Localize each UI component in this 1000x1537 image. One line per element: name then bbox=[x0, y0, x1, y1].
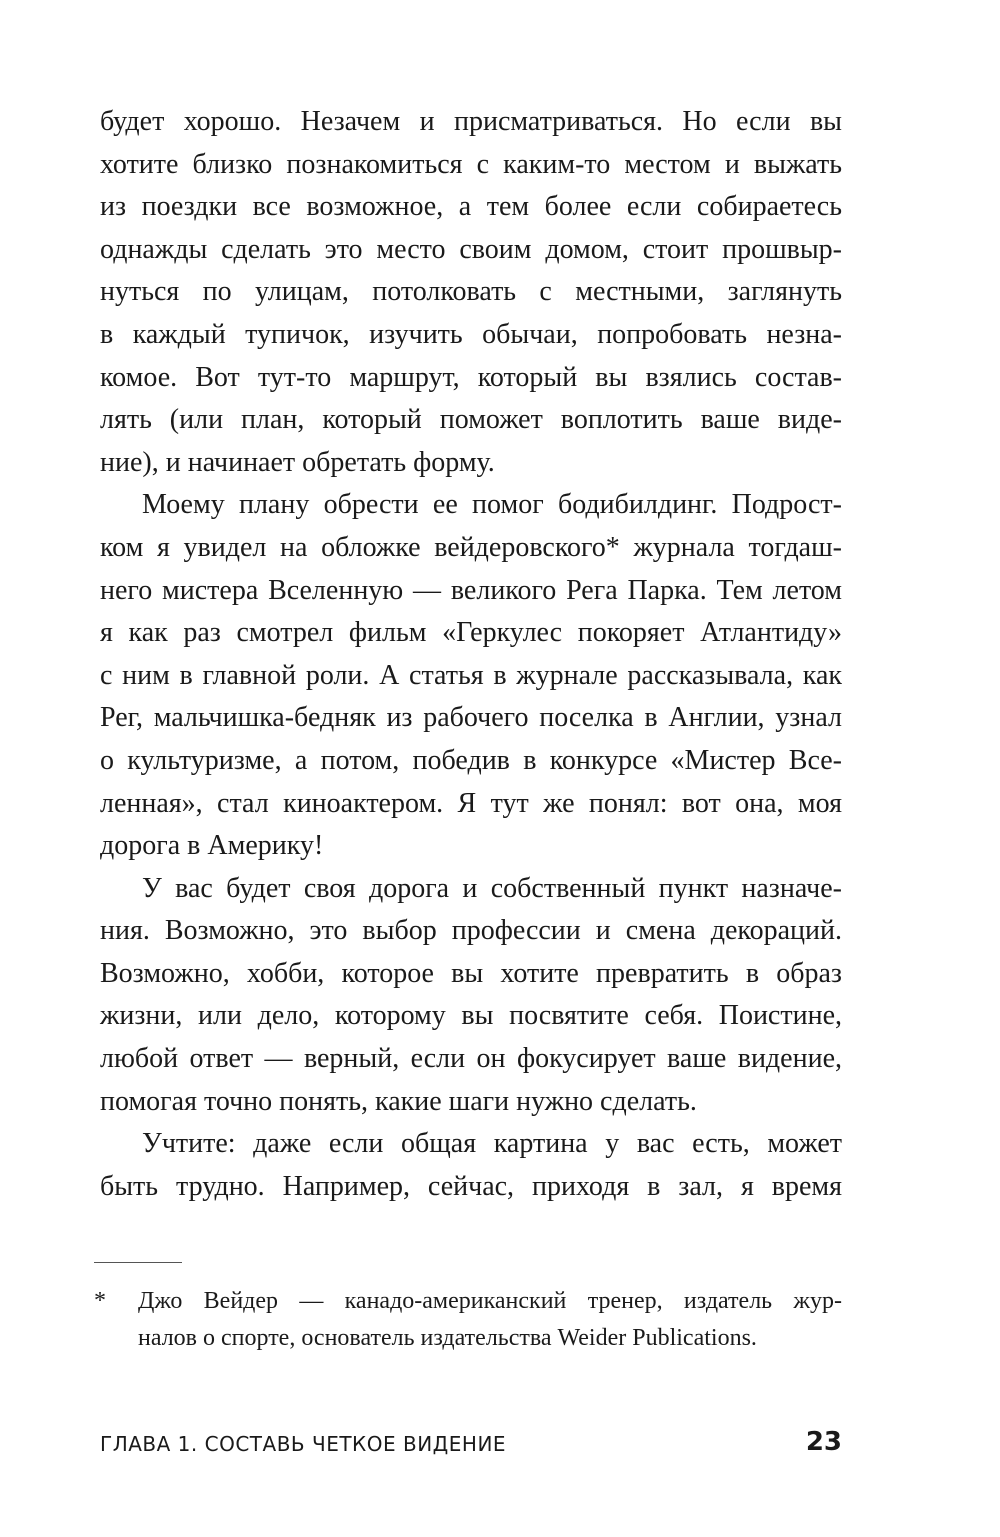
main-text bbox=[100, 101, 842, 1208]
text-line: однажды сделать это место своим домом, стоит прошвыр- bbox=[100, 233, 842, 265]
text-line: ния. Возможно, это выбор профессии и смена декораций. bbox=[100, 915, 842, 947]
text-line: ком я увидел на обложке вейдеровского* журнала тогдаш- bbox=[100, 531, 842, 563]
footnote-text bbox=[138, 1283, 842, 1357]
text-line: будет хорошо. Незачем и присматриваться. Но если вы bbox=[100, 106, 842, 137]
footnote-marker: * bbox=[94, 1288, 106, 1314]
text-line: любой ответ — верный, если он фокусирует ваше видение, bbox=[100, 1043, 842, 1075]
footnote-line: Джо Вейдер — канадо-американский тренер, издатель жур- bbox=[138, 1288, 842, 1314]
text-line: быть трудно. Например, сейчас, приходя в зал, я время bbox=[100, 1170, 842, 1202]
text-line: ленная», стал киноактером. Я тут же понял: вот она, моя bbox=[100, 787, 842, 819]
text-line: лять (или план, который поможет воплотить ваше виде- bbox=[100, 404, 842, 436]
text-line: У вас будет своя дорога и собственный пункт назначе- bbox=[142, 872, 842, 904]
text-line: о культуризме, а потом, победив в конкурсе «Мистер Все- bbox=[100, 744, 842, 776]
text-line: жизни, или дело, которому вы посвятите себя. Поистине, bbox=[100, 1000, 842, 1032]
text-line: комое. Вот тут-то маршрут, который вы взялись состав- bbox=[100, 361, 842, 393]
text-line: Моему плану обрести ее помог бодибилдинг. Подрост- bbox=[142, 489, 842, 521]
text-line: Учтите: даже если общая картина у вас есть, может bbox=[142, 1128, 842, 1160]
text-line: я как раз смотрел фильм «Геркулес покоряет Атлантиду» bbox=[100, 617, 842, 649]
text-line: помогая точно понять, какие шаги нужно сделать. bbox=[100, 1085, 697, 1117]
footnote-divider bbox=[94, 1262, 182, 1263]
text-line: в каждый тупичок, изучить обычаи, попробовать незна- bbox=[100, 318, 842, 350]
text-line: из поездки все возможное, а тем более если собираетесь bbox=[100, 191, 842, 223]
text-line: него мистера Вселенную — великого Рега Парка. Тем летом bbox=[100, 574, 842, 606]
footnote-line: налов о спорте, основатель издательства Weider Publications. bbox=[138, 1325, 757, 1351]
running-footer-title: ГЛАВА 1. СОСТАВЬ ЧЕТКОЕ ВИДЕНИЕ bbox=[100, 1432, 507, 1456]
text-line: с ним в главной роли. А статья в журнале рассказывала, как bbox=[100, 659, 842, 691]
text-line: нуться по улицам, потолковать с местными, заглянуть bbox=[100, 276, 842, 308]
page-number: 23 bbox=[805, 1427, 842, 1457]
text-line: ние), и начинает обретать форму. bbox=[100, 446, 495, 478]
text-line: Возможно, хобби, которое вы хотите превратить в образ bbox=[100, 957, 842, 989]
text-line: Рег, мальчишка-бедняк из рабочего поселка в Англии, узнал bbox=[100, 702, 842, 734]
text-line: хотите близко познакомиться с каким-то местом и выжать bbox=[100, 148, 842, 180]
text-line: дорога в Америку! bbox=[100, 830, 324, 862]
